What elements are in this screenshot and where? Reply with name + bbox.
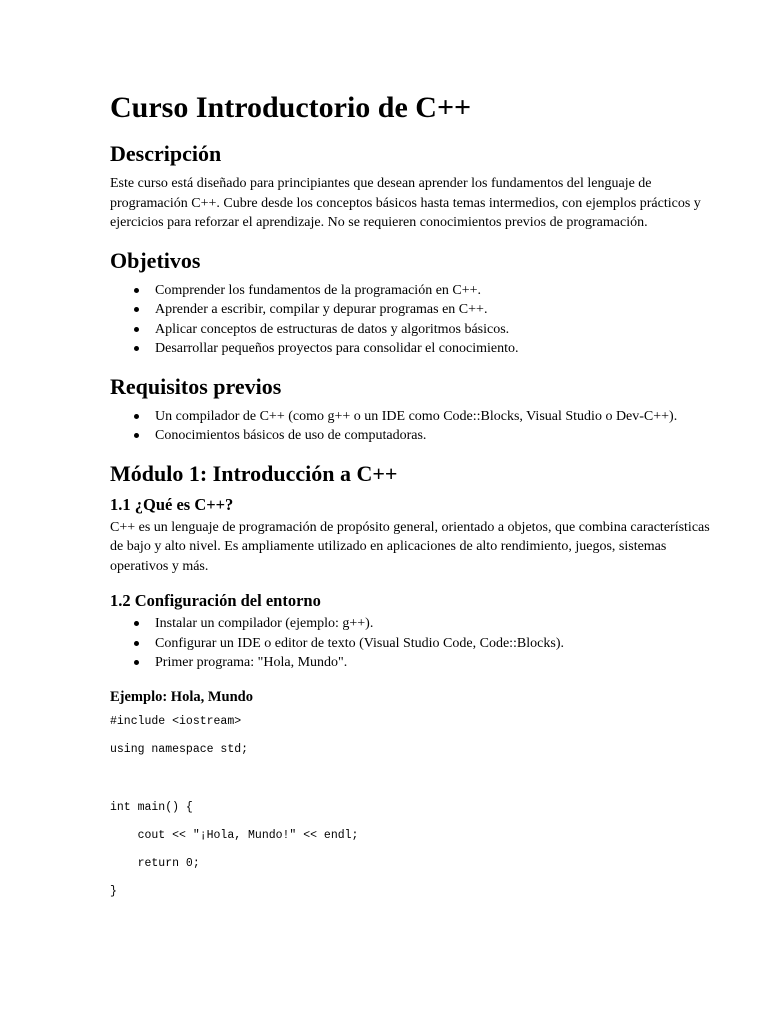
configuracion-list xyxy=(110,614,715,673)
subsection-1-1-heading: 1.1 ¿Qué es C++? xyxy=(110,494,234,514)
objetivos-list xyxy=(110,281,715,359)
list-item: Desarrollar pequeños proyectos para consolidar el conocimiento. xyxy=(110,339,715,359)
document-page xyxy=(110,88,715,913)
list-item: Instalar un compilador (ejemplo: g++). xyxy=(110,614,715,634)
list-item: Un compilador de C++ (como g++ o un IDE como Code::Blocks, Visual Studio o Dev-C++). xyxy=(110,407,715,427)
code-line xyxy=(110,771,715,787)
example-heading: Ejemplo: Hola, Mundo xyxy=(110,688,253,705)
list-item: Configurar un IDE o editor de texto (Visual Studio Code, Code::Blocks). xyxy=(110,634,715,654)
code-line: return 0; xyxy=(110,856,200,870)
requisitos-list xyxy=(110,407,715,446)
list-item: Primer programa: "Hola, Mundo". xyxy=(110,653,715,673)
requisitos-heading: Requisitos previos xyxy=(110,373,282,399)
objetivos-section xyxy=(110,247,715,359)
code-line: cout << "¡Hola, Mundo!" << endl; xyxy=(110,828,359,842)
code-line: int main() { xyxy=(110,800,193,814)
code-line: #include <iostream> xyxy=(110,714,242,728)
requisitos-section xyxy=(110,373,715,446)
code-line: } xyxy=(110,884,117,898)
list-item: Aprender a escribir, compilar y depurar programas en C++. xyxy=(110,300,715,320)
modulo1-section xyxy=(110,460,715,899)
descripcion-section xyxy=(110,140,715,233)
objetivos-heading: Objetivos xyxy=(110,247,201,273)
subsection-1-2-heading: 1.2 Configuración del entorno xyxy=(110,591,321,610)
descripcion-heading: Descripción xyxy=(110,141,222,166)
page-title: Curso Introductorio de C++ xyxy=(110,91,472,124)
list-item: Conocimientos básicos de uso de computadoras. xyxy=(110,426,715,446)
subsection-1-1-text: C++ es un lenguaje de programación de propósito general, orientado a objetos, que combina características de bajo y alto nivel. Es ampliamente utilizado en aplicaciones de alto rendimiento, juegos, sistemas operativos y más. xyxy=(110,519,710,574)
code-line: using namespace std; xyxy=(110,742,249,756)
list-item: Aplicar conceptos de estructuras de datos y algoritmos básicos. xyxy=(110,320,715,340)
modulo1-heading: Módulo 1: Introducción a C++ xyxy=(110,460,398,486)
list-item: Comprender los fundamentos de la programación en C++. xyxy=(110,281,715,301)
descripcion-text: Este curso está diseñado para principiantes que desean aprender los fundamentos del lenguaje de programación C++. Cubre desde los conceptos básicos hasta temas intermedios, con ejemplos prácticos y ejercicios para reforzar el aprendizaje. No se requieren conocimientos previos de programación. xyxy=(110,176,701,230)
code-block xyxy=(110,715,715,899)
